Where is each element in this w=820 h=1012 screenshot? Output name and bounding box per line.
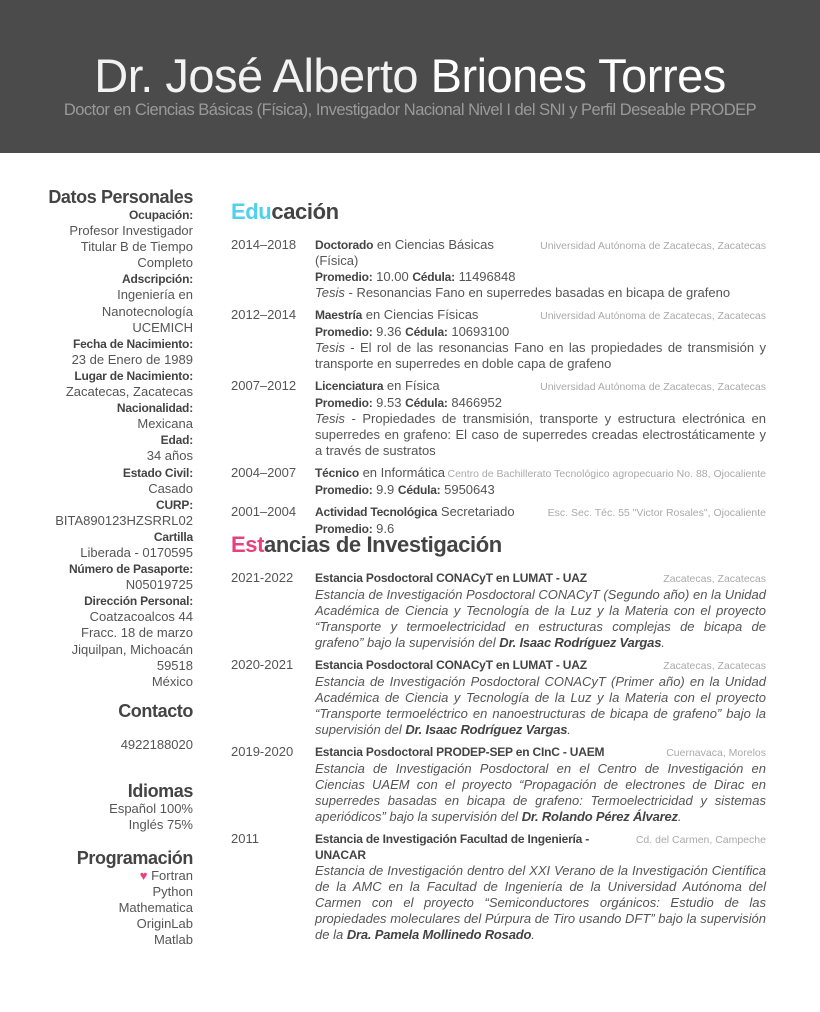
- thesis-line: Tesis - Propiedades de transmisión, transporte y estructura electrónica en superredes en grafeno: El caso de superredes creadas electrostáticamente y a través de sustratos: [315, 411, 766, 458]
- education-body: [315, 465, 766, 498]
- stay-entry: [231, 657, 766, 738]
- phone: 4922188020: [120, 737, 193, 752]
- stay-location: Zacatecas, Zacatecas: [663, 660, 766, 672]
- grades-line: [315, 324, 766, 340]
- personal-field-label: Cartilla: [153, 529, 193, 544]
- stay-supervisor: Dr. Isaac Rodríguez Vargas: [405, 722, 568, 737]
- education-body: [315, 378, 766, 459]
- stay-location: Cd. del Carmen, Campeche: [635, 834, 766, 846]
- personal-field-value: Titular B de Tiempo: [80, 239, 193, 255]
- stay-header: [315, 657, 766, 674]
- personal-field-label: Fecha de Nacimiento:: [72, 336, 193, 351]
- degree: Licenciatura: [315, 379, 384, 393]
- education-body: [315, 237, 766, 301]
- field: en Física: [386, 378, 440, 393]
- thesis-line: Tesis - Resonancias Fano en superredes basadas en bicapa de grafeno: [315, 285, 731, 300]
- personal-field-value: México: [151, 673, 193, 689]
- thesis-label: Tesis: [315, 340, 345, 355]
- education-body: [315, 307, 766, 372]
- education-degree-line: [315, 307, 478, 323]
- full-name: [0, 50, 820, 102]
- thesis-title: El rol de las resonancias Fano en las propiedades de transmisión y transporte en superredes en doble capa de grafeno: [315, 340, 766, 371]
- personal-field-value: 34 años: [146, 448, 193, 464]
- stay-supervisor: Dr. Isaac Rodríguez Vargas: [499, 635, 662, 650]
- degree: Maestría: [315, 308, 363, 322]
- languages-section: [40, 781, 193, 833]
- stay-years: 2021-2022: [231, 570, 294, 585]
- language-item: Español 100%: [109, 801, 193, 816]
- programming-title: Programación: [76, 848, 193, 868]
- cedula-value: 10693100: [451, 324, 510, 339]
- personal-data-section: [40, 187, 193, 690]
- personal-field-value: Coatzacoalcos 44: [89, 609, 193, 625]
- education-years: 2014–2018: [231, 237, 297, 252]
- stay-header: [315, 744, 766, 761]
- stays-section: [231, 532, 766, 949]
- personal-field-value: N05019725: [125, 577, 193, 593]
- cedula-label: Cédula:: [405, 396, 448, 410]
- education-header: [315, 465, 766, 482]
- cedula-label: Cédula:: [397, 483, 441, 497]
- stay-title: Estancia Posdoctoral PRODEP-SEP en CInC - UAEM: [315, 745, 605, 759]
- education-degree-line: [315, 378, 440, 394]
- promedio-label: Promedio:: [315, 325, 373, 339]
- personal-field-value: BITA890123HZSRRL02: [55, 512, 193, 528]
- field: en Ciencias Básicas (Física): [315, 237, 494, 268]
- stay-supervisor: Dra. Pamela Mollinedo Rosado: [346, 927, 532, 942]
- grades-line: [315, 482, 766, 498]
- promedio-value: 9.36: [376, 324, 402, 339]
- stay-description-text: Estancia de Investigación Posdoctoral en el Centro de Investigación en Ciencias UAEM con el proyecto “Propagación de electrones de Dirac en superredes basadas en bicapa de grafeno: Termoelectricidad y sistemas aperiódicos” bajo la supervisión del: [315, 761, 766, 824]
- programming-label: Fortran: [151, 868, 193, 883]
- degree: Actividad Tecnológica: [315, 505, 438, 519]
- stay-header: [315, 831, 766, 863]
- stays-title: [231, 532, 766, 558]
- stay-body: [315, 831, 766, 943]
- personal-field-label: CURP:: [156, 497, 193, 512]
- stay-description-text: Estancia de Investigación Posdoctoral CONACyT (Segundo año) en la Unidad Académica de Ciencia y Tecnología de la Luz y la Materia con el proyecto “Transporte y termoelectricidad en estructuras complejas de bicapa de grafeno” bajo la supervisión del: [315, 587, 766, 650]
- stay-years: 2020-2021: [231, 657, 294, 672]
- personal-field-value: Zacatecas, Zacatecas: [65, 384, 193, 400]
- thesis-title: Propiedades de transmisión, transporte y estructura electrónica en superredes en grafeno: El caso de superredes creadas electrostáticamente y a través de sustratos: [315, 411, 766, 458]
- personal-field-value: Mexicana: [137, 416, 193, 432]
- programming-item: Mathematica: [118, 900, 193, 916]
- institution: Esc. Sec. Téc. 55 "Victor Rosales", Ojocaliente: [547, 507, 766, 519]
- stay-title: Estancia Posdoctoral CONACyT en LUMAT - UAZ: [315, 658, 587, 672]
- education-header: [315, 378, 766, 395]
- degree: Doctorado: [315, 238, 374, 252]
- personal-data-list: [40, 207, 193, 690]
- personal-field-value: Liberada - 0170595: [80, 544, 193, 560]
- education-degree-line: [315, 465, 445, 481]
- personal-field-label: Número de Pasaporte:: [68, 562, 193, 577]
- personal-field-value: Fracc. 18 de marzo: [81, 625, 193, 641]
- personal-data-title: Datos Personales: [48, 187, 193, 207]
- education-entry: [231, 237, 766, 301]
- personal-field-value: UCEMICH: [132, 319, 193, 335]
- personal-field-value: 59518: [156, 657, 193, 673]
- stay-location: Cuernavaca, Morelos: [666, 747, 766, 759]
- stay-description: Estancia de Investigación Posdoctoral CONACyT (Primer año) en la Unidad Académica de Ciencia y Tecnología de la Luz y la Materia con el proyecto “Transporte termoeléctrico en nanoestructuras de bicapa de grafeno” bajo la supervisión del Dr. Isaac Rodríguez Vargas.: [315, 674, 766, 737]
- stay-title: Estancia Posdoctoral CONACyT en LUMAT - UAZ: [315, 571, 587, 585]
- education-entry: [231, 465, 766, 498]
- education-years: 2004–2007: [231, 465, 297, 480]
- thesis-label: Tesis: [315, 285, 345, 300]
- promedio-label: Promedio:: [315, 396, 373, 410]
- title-accent: Edu: [231, 199, 272, 224]
- personal-field-label: Nacionalidad:: [116, 401, 193, 416]
- contact-section: [40, 701, 193, 753]
- title-rest: ancias de Investigación: [264, 532, 502, 557]
- stay-description: Estancia de Investigación Posdoctoral CONACyT (Segundo año) en la Unidad Académica de Ciencia y Tecnología de la Luz y la Materia con el proyecto “Transporte y termoelectricidad en estructuras complejas de bicapa de grafeno” bajo la supervisión del Dr. Isaac Rodríguez Vargas.: [315, 587, 766, 650]
- education-list: [231, 237, 766, 537]
- field: Secretariado: [440, 504, 515, 519]
- cedula-value: 11496848: [458, 269, 516, 284]
- programming-item: Matlab: [153, 932, 193, 948]
- promedio-label: Promedio:: [315, 522, 373, 536]
- name-first: Dr. José Alberto: [94, 49, 419, 102]
- personal-field-value: Casado: [148, 480, 193, 496]
- personal-field-value: Nanotecnología: [101, 303, 193, 319]
- personal-field-label: Ocupación:: [128, 208, 193, 222]
- promedio-value: 9.53: [376, 395, 402, 410]
- stay-header: [315, 570, 766, 587]
- name-last: Briones Torres: [430, 49, 726, 102]
- thesis-label: Tesis: [315, 411, 345, 426]
- stay-supervisor: Dr. Rolando Pérez Álvarez: [521, 809, 678, 824]
- grades-line: [315, 395, 766, 411]
- promedio-label: Promedio:: [315, 270, 373, 284]
- promedio-label: Promedio:: [315, 483, 373, 497]
- education-years: 2001–2004: [231, 504, 297, 519]
- cedula-value: 8466952: [451, 395, 502, 410]
- programming-item: [40, 868, 193, 884]
- personal-field-value: Completo: [137, 255, 193, 271]
- stay-years: 2011: [231, 831, 259, 846]
- field: en Ciencias Físicas: [365, 307, 479, 322]
- field: en Informática: [362, 465, 445, 480]
- promedio-value: 9.6: [376, 521, 395, 536]
- stays-list: [231, 570, 766, 943]
- stay-location: Zacatecas, Zacatecas: [663, 573, 766, 585]
- personal-field-label: Edad:: [160, 433, 193, 448]
- personal-field-label: Adscripción:: [122, 272, 193, 287]
- promedio-value: 10.00: [376, 269, 409, 284]
- contact-title: Contacto: [118, 701, 193, 721]
- title-rest: cación: [271, 199, 339, 224]
- institution: Centro de Bachillerato Tecnológico agropecuario No. 88, Ojocaliente: [447, 468, 766, 480]
- header: [0, 0, 820, 153]
- programming-item: OriginLab: [136, 916, 193, 932]
- stay-description: Estancia de Investigación Posdoctoral en el Centro de Investigación en Ciencias UAEM con el proyecto “Propagación de electrones de Dirac en superredes basadas en bicapa de grafeno: Termoelectricidad y sistemas aperiódicos” bajo la supervisión del Dr. Rolando Pérez Álvarez.: [315, 761, 766, 824]
- cedula-label: Cédula:: [405, 325, 448, 339]
- subtitle: Doctor en Ciencias Básicas (Física), Investigador Nacional Nivel I del SNI y Perfil Deseable PRODEP: [63, 101, 757, 119]
- education-section: [231, 199, 766, 543]
- language-item: Inglés 75%: [128, 817, 193, 833]
- stay-body: [315, 570, 766, 651]
- programming-item: Python: [152, 884, 193, 900]
- personal-field-label: Lugar de Nacimiento:: [74, 368, 193, 383]
- education-header: [315, 307, 766, 324]
- institution: Universidad Autónoma de Zacatecas, Zacatecas: [540, 381, 766, 393]
- education-years: 2012–2014: [231, 307, 297, 322]
- personal-field-value: Ingeniería en: [117, 287, 193, 303]
- thesis-line: Tesis - El rol de las resonancias Fano en las propiedades de transmisión y transporte en superredes en doble capa de grafeno: [315, 340, 766, 371]
- personal-field-value: Jiquilpan, Michoacán: [71, 641, 193, 657]
- education-entry: [231, 378, 766, 459]
- personal-field-value: Profesor Investigador: [69, 223, 193, 239]
- languages-title: Idiomas: [127, 781, 193, 801]
- education-degree-line: [315, 237, 540, 269]
- title-accent: Est: [231, 532, 265, 557]
- education-header: [315, 504, 766, 521]
- cedula-label: Cédula:: [412, 270, 455, 284]
- stay-description-text: Estancia de Investigación Posdoctoral CONACyT (Primer año) en la Unidad Académica de Ciencia y Tecnología de la Luz y la Materia con el proyecto “Transporte termoeléctrico en nanoestructuras de bicapa de grafeno” bajo la supervisión del: [315, 674, 766, 737]
- promedio-value: 9.9: [376, 482, 395, 497]
- personal-field-value: 23 de Enero de 1989: [71, 351, 193, 367]
- heart-icon: ♥: [139, 868, 148, 883]
- stay-description: Estancia de Investigación dentro del XXI Verano de la Investigación Científica de la AMC en la Facultad de Ingeniería de la Universidad Autónoma del Carmen con el proyecto “Semiconductores orgánicos: Estudio de las propiedades moleculares del Púrpura de Tiro usando DFT” bajo la supervisión de la Dra. Pamela Mollinedo Rosado.: [315, 863, 766, 942]
- institution: Universidad Autónoma de Zacatecas, Zacatecas: [540, 240, 766, 252]
- stay-entry: [231, 831, 766, 943]
- education-title: [231, 199, 766, 225]
- education-entry: [231, 307, 766, 372]
- stay-entry: [231, 744, 766, 825]
- personal-field-label: Dirección Personal:: [84, 594, 193, 609]
- stay-body: [315, 657, 766, 738]
- personal-field-label: Estado Civil:: [122, 465, 193, 480]
- education-header: [315, 237, 766, 269]
- degree: Técnico: [315, 466, 359, 480]
- stay-entry: [231, 570, 766, 651]
- institution: Universidad Autónoma de Zacatecas, Zacatecas: [540, 310, 766, 322]
- grades-line: [315, 269, 766, 285]
- stay-years: 2019-2020: [231, 744, 294, 759]
- programming-section: [40, 848, 193, 948]
- stay-title: Estancia de Investigación Facultad de Ingeniería - UNACAR: [315, 832, 590, 862]
- cedula-value: 5950643: [444, 482, 495, 497]
- stay-body: [315, 744, 766, 825]
- education-degree-line: [315, 504, 515, 520]
- stay-description-text: Estancia de Investigación dentro del XXI Verano de la Investigación Científica de la AMC en la Facultad de Ingeniería de la Universidad Autónoma del Carmen con el proyecto “Semiconductores orgánicos: Estudio de las propiedades moleculares del Púrpura de Tiro usando DFT” bajo la supervisión de la: [315, 863, 766, 942]
- education-years: 2007–2012: [231, 378, 297, 393]
- thesis-title: Resonancias Fano en superredes basadas en bicapa de grafeno: [356, 285, 731, 300]
